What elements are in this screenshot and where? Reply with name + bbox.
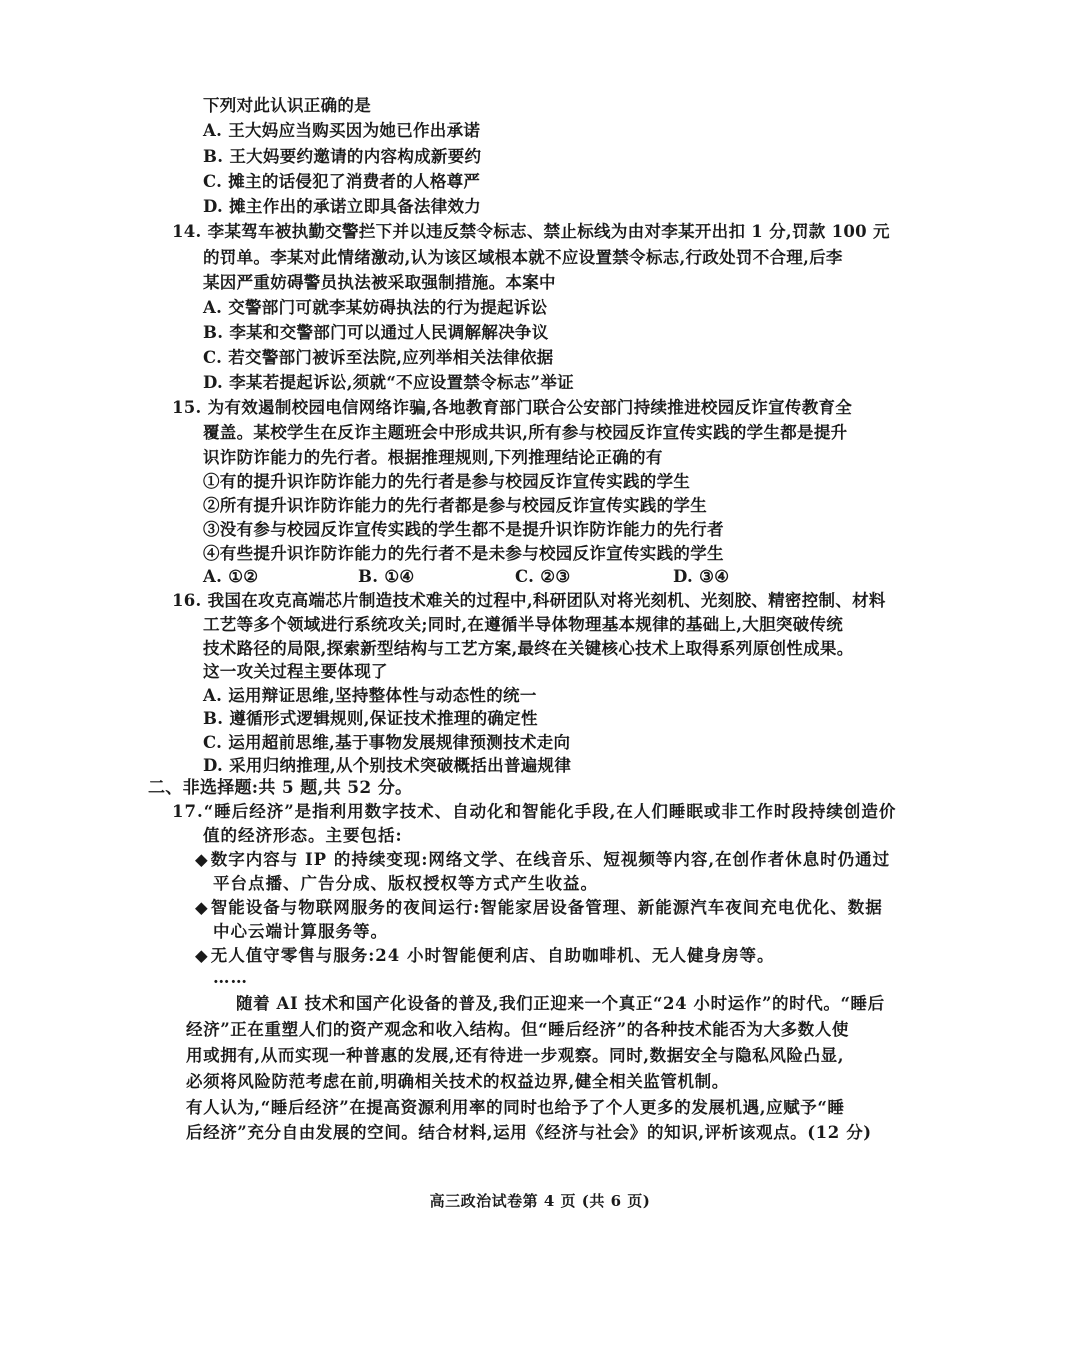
q14-option-b: B. 李某和交警部门可以通过人民调解解决争议: [203, 323, 549, 342]
q15-statement-4: ④有些提升识诈防诈能力的先行者不是未参与校园反诈宣传实践的学生: [203, 544, 724, 563]
q17-material-line-2: 经济”正在重塑人们的资产观念和收入结构。但“睡后经济”的各种技术能否为大多数人使: [186, 1020, 849, 1039]
q16-stem-line-3: 技术路径的局限,探索新型结构与工艺方案,最终在关键核心技术上取得系列原创性成果。: [203, 639, 854, 658]
q16-option-d: D. 采用归纳推理,从个别技术突破概括出普遍规律: [203, 756, 572, 775]
diamond-bullet-icon: ◆: [195, 898, 209, 917]
page-footer: 高三政治试卷第 4 页 (共 6 页): [429, 1192, 651, 1210]
diamond-bullet-icon: ◆: [195, 946, 209, 965]
section-heading: 二、非选择题:共 5 题,共 52 分。: [148, 778, 413, 798]
q15-statement-2: ②所有提升识诈防诈能力的先行者都是参与校园反诈宣传实践的学生: [203, 496, 707, 515]
q15-statement-1: ①有的提升识诈防诈能力的先行者是参与校园反诈宣传实践的学生: [203, 472, 691, 491]
q17-bullet-1-text: 数字内容与 IP 的持续变现:网络文学、在线音乐、短视频等内容,在创作者休息时仍通过: [210, 850, 891, 869]
q17-bullet-3-text: 无人值守零售与服务:24 小时智能便利店、自助咖啡机、无人健身房等。: [210, 946, 775, 965]
q17-bullet-2-cont: 中心云端计算服务等。: [213, 922, 388, 941]
q17-bullet-1: [195, 848, 890, 872]
q16-option-a: A. 运用辩证思维,坚持整体性与动态性的统一: [203, 686, 537, 705]
q13-option-a: A. 王大妈应当购买因为她已作出承诺: [203, 121, 481, 140]
q14-option-c: C. 若交警部门被诉至法院,应列举相关法律依据: [203, 348, 554, 367]
q16-stem-line-2: 工艺等多个领域进行系统攻关;同时,在遵循半导体物理基本规律的基础上,大胆突破传统: [203, 615, 844, 634]
q15-choice-d: D. ③④: [673, 567, 730, 586]
q17-question-line-1: 有人认为,“睡后经济”在提高资源利用率的同时也给予了个人更多的发展机遇,应赋予“睡: [186, 1098, 845, 1117]
q17-question-line-2: 后经济”充分自由发展的空间。结合材料,运用《经济与社会》的知识,评析该观点。(12 分): [186, 1123, 872, 1142]
q17-intro-line-1: 17.“睡后经济”是指利用数字技术、自动化和智能化手段,在人们睡眠或非工作时段持续创造价: [172, 802, 897, 821]
q13-stem-end: 下列对此认识正确的是: [203, 96, 371, 115]
q16-option-c: C. 运用超前思维,基于事物发展规律预测技术走向: [203, 733, 571, 752]
q14-option-d: D. 李某若提起诉讼,须就“不应设置禁令标志”举证: [203, 373, 574, 392]
diamond-bullet-icon: ◆: [195, 850, 209, 869]
q14-option-a: A. 交警部门可就李某妨碍执法的行为提起诉讼: [203, 298, 548, 317]
q13-option-b: B. 王大妈要约邀请的内容构成新要约: [203, 147, 482, 166]
q17-ellipsis: ……: [213, 968, 248, 987]
q14-stem-line-3: 某因严重妨碍警员执法被采取强制措施。本案中: [203, 273, 556, 292]
q14-stem-line-1: 14. 李某驾车被执勤交警拦下并以违反禁令标志、禁止标线为由对李某开出扣 1 分,罚款 100 元: [172, 222, 890, 241]
q17-bullet-3: [195, 944, 775, 968]
q17-material-line-1: 随着 AI 技术和国产化设备的普及,我们正迎来一个真正“24 小时运作”的时代。“睡后: [236, 994, 885, 1013]
q15-stem-line-1: 15. 为有效遏制校园电信网络诈骗,各地教育部门联合公安部门持续推进校园反诈宣传教育全: [172, 398, 853, 417]
q16-stem-line-4: 这一攻关过程主要体现了: [203, 662, 388, 681]
q15-choice-c: C. ②③: [515, 567, 571, 586]
q15-choice-b: B. ①④: [358, 567, 415, 586]
q17-material-line-3: 用或拥有,从而实现一种普惠的发展,还有待进一步观察。同时,数据安全与隐私风险凸显,: [186, 1046, 845, 1065]
q13-option-c: C. 摊主的话侵犯了消费者的人格尊严: [203, 172, 481, 191]
q16-stem-line-1: 16. 我国在攻克高端芯片制造技术难关的过程中,科研团队对将光刻机、光刻胶、精密控制、材料: [172, 591, 886, 610]
q17-bullet-1-cont: 平台点播、广告分成、版权授权等方式产生收益。: [213, 874, 598, 893]
q15-stem-line-2: 覆盖。某校学生在反诈主题班会中形成共识,所有参与校园反诈宣传实践的学生都是提升: [203, 423, 848, 442]
q15-statement-3: ③没有参与校园反诈宣传实践的学生都不是提升识诈防诈能力的先行者: [203, 520, 724, 539]
q17-intro-line-2: 值的经济形态。主要包括:: [203, 826, 403, 845]
q17-material-line-4: 必须将风险防范考虑在前,明确相关技术的权益边界,健全相关监管机制。: [186, 1072, 729, 1091]
q17-bullet-2-text: 智能设备与物联网服务的夜间运行:智能家居设备管理、新能源汽车夜间充电优化、数据: [210, 898, 883, 917]
q17-bullet-2: [195, 896, 883, 920]
q15-stem-line-3: 识诈防诈能力的先行者。根据推理规则,下列推理结论正确的有: [203, 448, 663, 467]
q13-option-d: D. 摊主作出的承诺立即具备法律效力: [203, 197, 482, 216]
q15-choice-a: A. ①②: [203, 567, 259, 586]
q16-option-b: B. 遵循形式逻辑规则,保证技术推理的确定性: [203, 709, 538, 728]
q14-stem-line-2: 的罚单。李某对此情绪激动,认为该区域根本就不应设置禁令标志,行政处罚不合理,后李: [203, 248, 843, 267]
